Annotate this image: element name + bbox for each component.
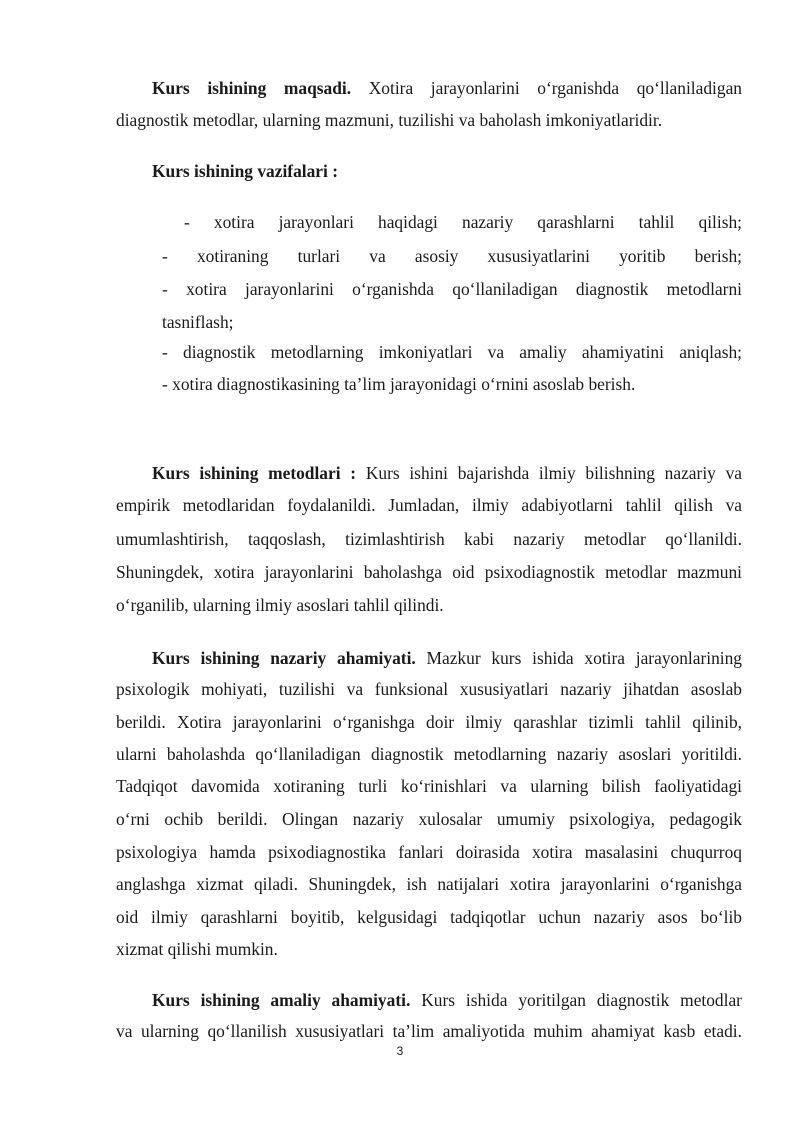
practice-line-1: Kurs ishining amaliy ahamiyati. Kurs ishida yoritilgan diagnostik metodlar [152,990,742,1010]
methods-line-3: umumlashtirish, taqqoslash, tizimlashtirish kabi nazariy metodlar qo‘llanildi. [116,529,742,549]
theory-line-3: berildi. Xotira jarayonlarini o‘rganishga doir ilmiy qarashlar tizimli tahlil qilinib, [116,712,742,732]
theory-line-6: o‘rni ochib berildi. Olingan nazariy xulosalar umumiy psixologiya, pedagogik [116,809,742,829]
methods-line-4: Shuningdek, xotira jarayonlarini baholashga oid psixodiagnostik metodlar mazmuni [116,562,742,582]
tasks-heading: Kurs ishining vazifalari : [152,161,338,181]
task-item-3: - xotira jarayonlarini o‘rganishda qo‘llaniladigan diagnostik metodlarni [162,279,742,299]
goal-heading: Kurs ishining maqsadi. [152,78,352,98]
methods-line-1: Kurs ishining metodlari : Kurs ishini bajarishda ilmiy bilishning nazariy va [152,463,742,483]
task-item-5: - xotira diagnostikasining ta’lim jarayonidagi o‘rnini asoslab berish. [162,374,636,394]
theory-line-10: xizmat qilishi mumkin. [116,939,278,959]
theory-line-2: psixologik mohiyati, tuzilishi va funksional xususiyatlari nazariy jihatdan asoslab [116,679,742,699]
practice-line-2: va ularning qo‘llanilish xususiyatlari ta’lim amaliyotida muhim ahamiyat kasb etadi. [116,1021,742,1041]
methods-line-5: o‘rganilib, ularning ilmiy asoslari tahlil qilindi. [116,595,444,615]
theory-line-4: ularni baholashda qo‘llaniladigan diagnostik metodlarning nazariy asoslari yoritildi. [116,744,742,764]
goal-text: Xotira jarayonlarini o‘rganishda qo‘llaniladigan [368,78,742,98]
goal-line-2: diagnostik metodlar, ularning mazmuni, tuzilishi va baholash imkoniyatlaridir. [116,110,663,130]
theory-line-8: anglashga xizmat qiladi. Shuningdek, ish natijalari xotira jarayonlarini o‘rganishga [116,874,742,894]
task-item-3-cont: tasniflash; [162,312,234,332]
theory-line-1: Kurs ishining nazariy ahamiyati. Mazkur kurs ishida xotira jarayonlarining [152,648,742,668]
task-item-2: - xotiraning turlari va asosiy xususiyatlarini yoritib berish; [162,246,742,266]
task-item-4: - diagnostik metodlarning imkoniyatlari va amaliy ahamiyatini aniqlash; [162,342,742,362]
methods-heading: Kurs ishining metodlari : [152,463,357,483]
theory-line-9: oid ilmiy qarashlarni boyitib, kelgusidagi tadqiqotlar uchun nazariy asos bo‘lib [116,907,742,927]
goal-line-1 [152,76,742,100]
page-number: 3 [396,1044,404,1058]
methods-line-2: empirik metodlaridan foydalanildi. Jumladan, ilmiy adabiyotlarni tahlil qilish va [116,495,742,515]
theory-line-5: Tadqiqot davomida xotiraning turli ko‘rinishlari va ularning bilish faoliyatidagi [116,776,742,796]
theory-line-7: psixologiya hamda psixodiagnostika fanlari doirasida xotira masalasini chuqurroq [116,842,742,862]
task-item-1: - xotira jarayonlari haqidagi nazariy qarashlarni tahlil qilish; [184,212,742,232]
theory-heading: Kurs ishining nazariy ahamiyati. [152,648,416,668]
practice-heading: Kurs ishining amaliy ahamiyati. [152,990,411,1010]
